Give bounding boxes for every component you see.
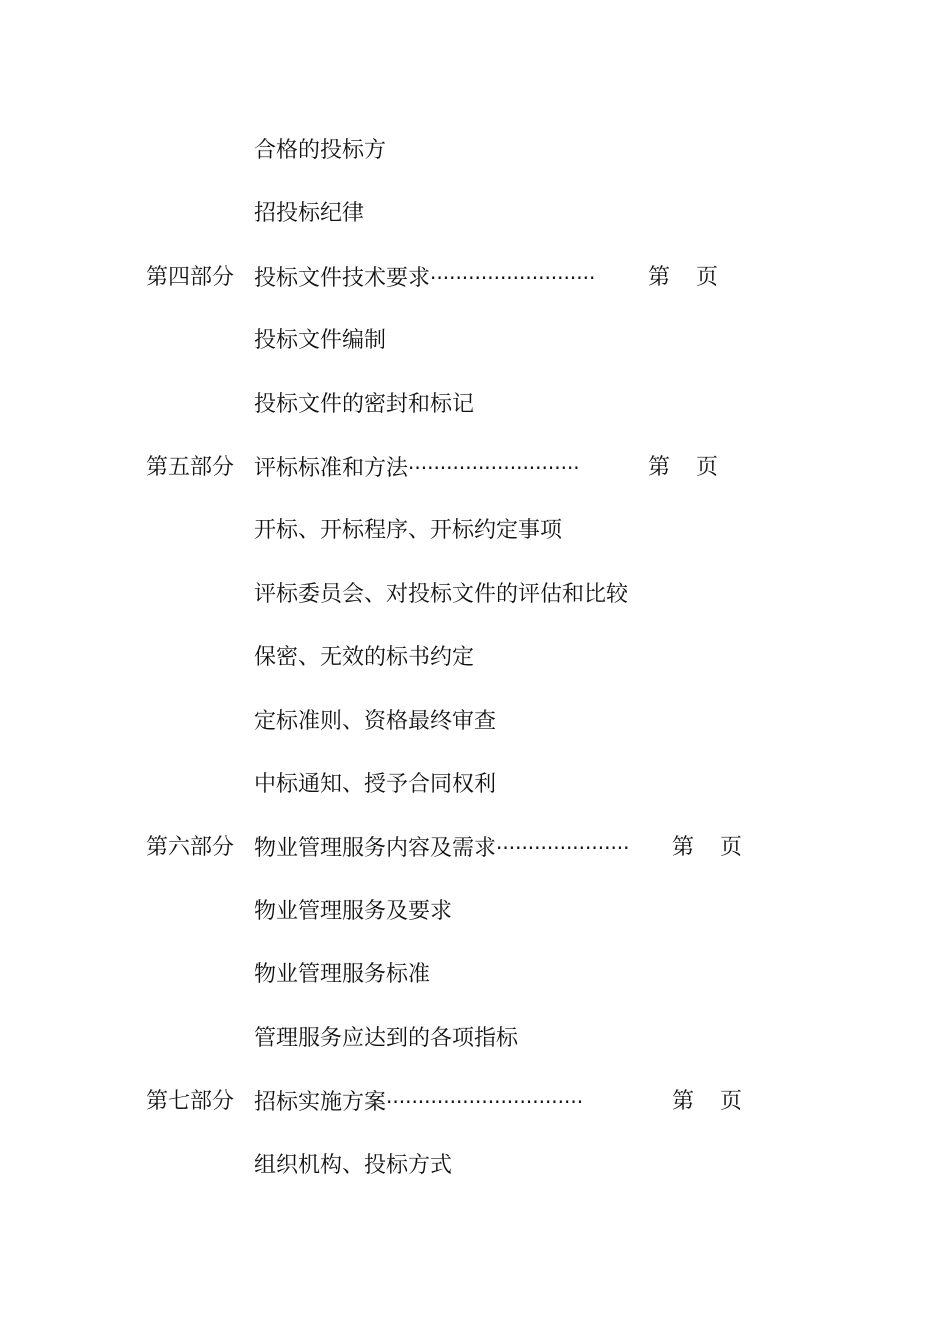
toc-part-title — [254, 261, 595, 296]
toc-subentry: 管理服务应达到的各项指标 — [254, 1026, 519, 1051]
toc-subentry: 中标通知、授予合同权利 — [254, 772, 497, 797]
toc-part-label: 第五部分 — [146, 455, 235, 480]
toc-page-ref — [648, 261, 718, 295]
toc-leader-dots: ·························· — [430, 266, 596, 290]
page-label-suffix: 页 — [720, 835, 743, 860]
toc-subentry: 投标文件编制 — [254, 328, 387, 353]
toc-leader-dots: ····················· — [496, 836, 630, 860]
toc-subentry: 组织机构、投标方式 — [254, 1153, 453, 1178]
page-label-prefix: 第 — [648, 455, 671, 480]
toc-subentry: 保密、无效的标书约定 — [254, 645, 475, 670]
toc-subentry: 物业管理服务标准 — [254, 962, 431, 987]
toc-page-ref — [648, 451, 718, 485]
toc-part-title-text: 招标实施方案 — [254, 1090, 387, 1115]
toc-part-title-text: 物业管理服务内容及需求 — [254, 836, 497, 861]
toc-subentry: 投标文件的密封和标记 — [254, 392, 475, 417]
toc-part-label: 第七部分 — [146, 1089, 235, 1114]
page-label-suffix: 页 — [720, 1089, 743, 1114]
toc-part-label: 第六部分 — [146, 835, 235, 860]
toc-subentry: 招投标纪律 — [254, 201, 365, 226]
toc-subentry: 开标、开标程序、开标约定事项 — [254, 518, 563, 543]
toc-subentry: 合格的投标方 — [254, 138, 387, 163]
toc-part-label: 第四部分 — [146, 265, 235, 290]
toc-leader-dots: ··························· — [408, 456, 580, 480]
toc-page-ref — [672, 1085, 742, 1119]
toc-part-title — [254, 1085, 583, 1120]
toc-leader-dots: ······························· — [386, 1090, 584, 1114]
toc-page-ref — [672, 831, 742, 865]
page-label-prefix: 第 — [672, 1089, 695, 1114]
page-label-suffix: 页 — [696, 265, 719, 290]
toc-part-title-text: 评标标准和方法 — [254, 456, 409, 481]
toc-part-title-text: 投标文件技术要求 — [254, 266, 431, 291]
page-label-suffix: 页 — [696, 455, 719, 480]
toc-part-title — [254, 831, 630, 866]
toc-subentry: 定标准则、资格最终审查 — [254, 709, 497, 734]
page-label-prefix: 第 — [672, 835, 695, 860]
toc-subentry: 评标委员会、对投标文件的评估和比较 — [254, 582, 629, 607]
page-label-prefix: 第 — [648, 265, 671, 290]
toc-part-title — [254, 451, 580, 486]
toc-subentry: 物业管理服务及要求 — [254, 899, 453, 924]
